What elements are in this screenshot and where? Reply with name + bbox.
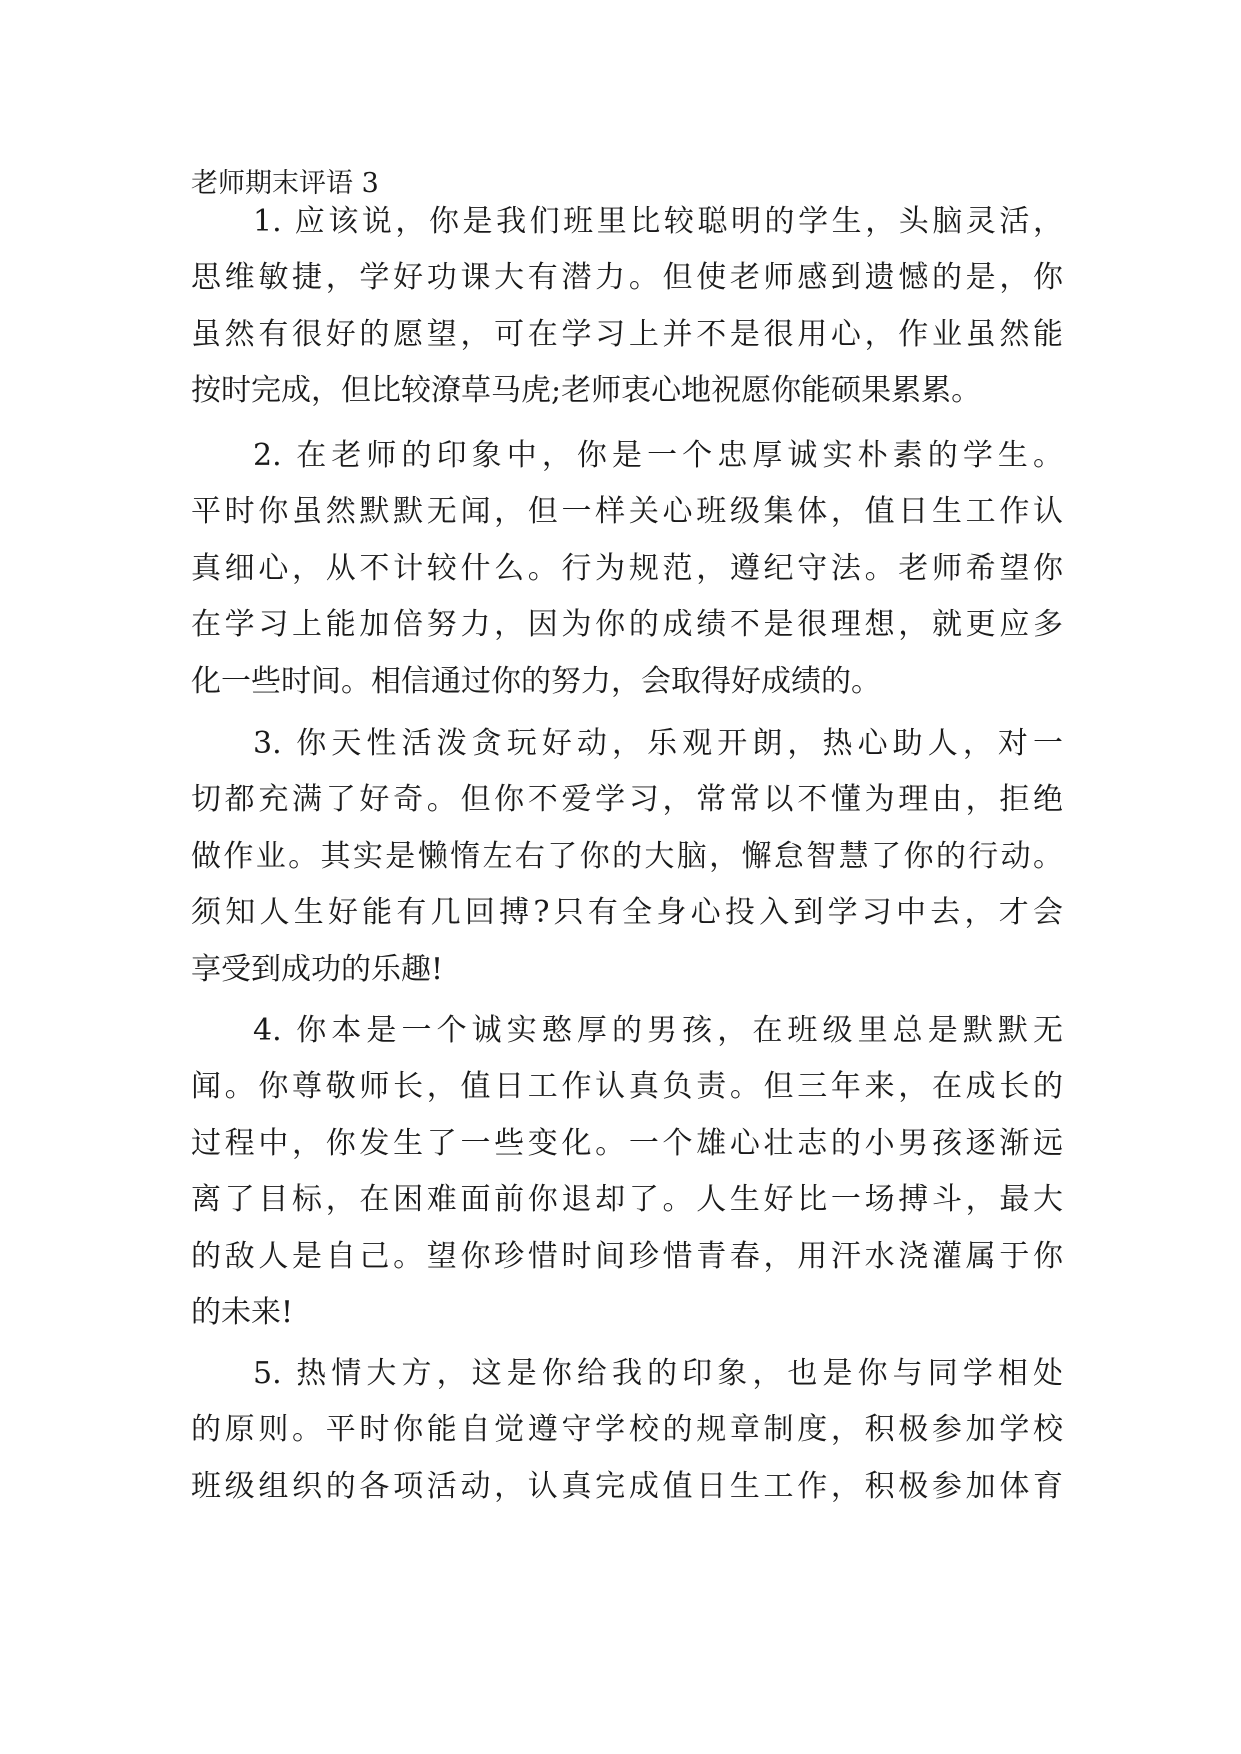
paragraph-line: 班级组织的各项活动，认真完成值日生工作，积极参加体育 (191, 1468, 1063, 1504)
paragraph-line: 的敌人是自己。望你珍惜时间珍惜青春，用汗水浇灌属于你 (191, 1238, 1063, 1274)
comment-paragraph-3 (191, 716, 1063, 998)
paragraph-line: 离了目标，在困难面前你退却了。人生好比一场搏斗，最大 (191, 1182, 1063, 1218)
paragraph-line: 虽然有很好的愿望，可在学习上并不是很用心，作业虽然能 (191, 316, 1063, 352)
paragraph-line: 的未来! (191, 1295, 294, 1331)
comment-paragraph-5 (191, 1346, 1063, 1515)
paragraph-line: 2. 在老师的印象中，你是一个忠厚诚实朴素的学生。 (253, 438, 1063, 473)
paragraph-line: 切都充满了好奇。但你不爱学习，常常以不懂为理由，拒绝 (191, 782, 1063, 818)
comment-paragraph-4 (191, 1003, 1063, 1341)
paragraph-line: 化一些时间。相信通过你的努力，会取得好成绩的。 (191, 663, 881, 699)
paragraph-line: 思维敏捷，学好功课大有潜力。但使老师感到遗憾的是，你 (191, 260, 1063, 296)
paragraph-line: 的原则。平时你能自觉遵守学校的规章制度，积极参加学校 (191, 1412, 1063, 1448)
paragraph-line: 做作业。其实是懒惰左右了你的大脑，懈怠智慧了你的行动。 (191, 838, 1063, 874)
paragraph-line: 1. 应该说，你是我们班里比较聪明的学生，头脑灵活， (253, 204, 1063, 239)
paragraph-line: 5. 热情大方，这是你给我的印象，也是你与同学相处 (253, 1356, 1063, 1391)
document-title: 老师期末评语 3 (191, 168, 379, 199)
paragraph-line: 闻。你尊敬师长，值日工作认真负责。但三年来，在成长的 (191, 1069, 1063, 1105)
paragraph-line: 过程中，你发生了一些变化。一个雄心壮志的小男孩逐渐远 (191, 1125, 1063, 1161)
paragraph-line: 真细心，从不计较什么。行为规范，遵纪守法。老师希望你 (191, 550, 1063, 586)
paragraph-line: 须知人生好能有几回搏?只有全身心投入到学习中去，才会 (191, 895, 1063, 931)
paragraph-line: 在学习上能加倍努力，因为你的成绩不是很理想，就更应多 (191, 607, 1063, 643)
comment-paragraph-2 (191, 428, 1063, 710)
paragraph-line: 按时完成，但比较潦草马虎;老师衷心地祝愿你能硕果累累。 (191, 373, 982, 409)
paragraph-line: 4. 你本是一个诚实憨厚的男孩，在班级里总是默默无 (253, 1013, 1063, 1048)
comment-paragraph-1 (191, 194, 1063, 420)
paragraph-line: 平时你虽然默默无闻，但一样关心班级集体，值日生工作认 (191, 494, 1063, 530)
paragraph-line: 3. 你天性活泼贪玩好动，乐观开朗，热心助人，对一 (253, 726, 1063, 761)
paragraph-line: 享受到成功的乐趣! (191, 951, 444, 987)
